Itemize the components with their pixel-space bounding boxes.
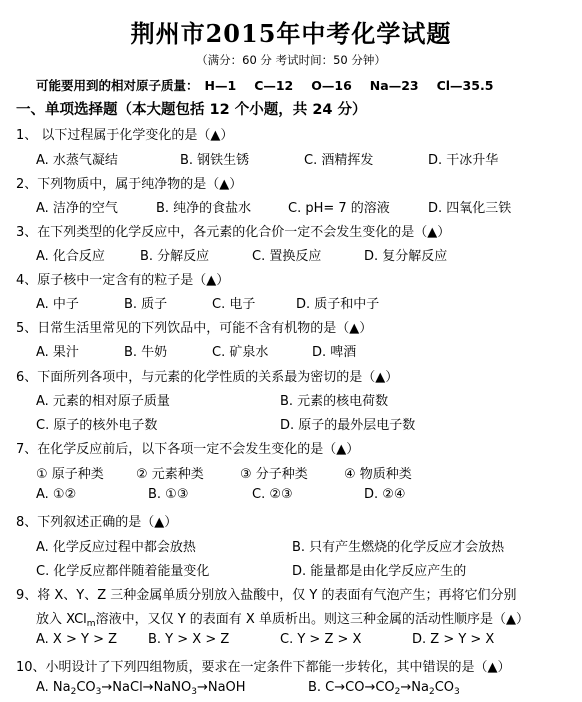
option-a-formula xyxy=(36,680,246,697)
option: B. 只有产生燃烧的化学反应才会放热 xyxy=(292,540,505,555)
formula-part: B. C→CO→CO xyxy=(308,680,395,695)
subscript: m xyxy=(86,619,96,629)
option: B. 牛奶 xyxy=(124,345,168,360)
option: C. 电子 xyxy=(212,297,256,312)
item: ④ 物质种类 xyxy=(344,467,412,482)
stem-text: 放入 XCl xyxy=(36,612,87,627)
option: D. ②④ xyxy=(364,487,406,502)
question-stem: 10、小明设计了下列四组物质，要求在一定条件下都能一步转化，其中错误的是（▲） xyxy=(16,660,511,675)
question-stem: 2、下列物质中，属于纯净物的是（▲） xyxy=(16,177,243,192)
option: D. 干冰升华 xyxy=(428,153,499,168)
mass-item: O—16 xyxy=(311,78,352,93)
option: D. Z > Y > X xyxy=(412,632,495,647)
option: D. 复分解反应 xyxy=(364,249,448,264)
subscript: 3 xyxy=(191,687,197,697)
exam-title: 荆州市2015年中考化学试题 xyxy=(130,19,452,48)
option: C. ②③ xyxy=(252,487,293,502)
atomic-masses-label: 可能要用到的相对原子质量： xyxy=(36,78,199,93)
option: B. 元素的核电荷数 xyxy=(280,394,389,409)
option: A. ①② xyxy=(36,487,77,502)
option: A. 中子 xyxy=(36,297,79,312)
option: A. 水蒸气凝结 xyxy=(36,153,118,168)
option: D. 啤酒 xyxy=(312,345,357,360)
option: A. 洁净的空气 xyxy=(36,201,118,216)
subscript: 2 xyxy=(70,687,77,697)
formula-part: →NaCl→NaNO xyxy=(101,680,192,695)
option: C. 化学反应都伴随着能量变化 xyxy=(36,564,210,579)
option: B. 分解反应 xyxy=(140,249,210,264)
item: ② 元素种类 xyxy=(136,467,204,482)
option: B. Y > X > Z xyxy=(148,632,230,647)
question-stem: 6、下面所列各项中，与元素的化学性质的关系最为密切的是（▲） xyxy=(16,370,399,385)
formula-part: →Na xyxy=(400,680,429,695)
item: ③ 分子种类 xyxy=(240,467,308,482)
option: D. 原子的最外层电子数 xyxy=(280,418,416,433)
formula-part: CO xyxy=(434,680,455,695)
mass-item: H—1 xyxy=(204,78,237,93)
mass-item: C—12 xyxy=(254,78,294,93)
option: C. 矿泉水 xyxy=(212,345,269,360)
mass-item: Na—23 xyxy=(369,78,419,93)
option: A. 化学反应过程中都会放热 xyxy=(36,540,196,555)
question-stem: 7、在化学反应前后，以下各项一定不会发生变化的是（▲） xyxy=(16,442,360,457)
question-stem: 3、在下列类型的化学反应中，各元素的化合价一定不会发生变化的是（▲） xyxy=(16,225,451,240)
question-stem: 5、日常生活里常见的下列饮品中，可能不含有机物的是（▲） xyxy=(16,321,373,336)
option: D. 四氧化三铁 xyxy=(428,201,512,216)
option: C. pH= 7 的溶液 xyxy=(288,201,390,216)
option: A. 化合反应 xyxy=(36,249,105,264)
exam-subtitle: （满分：60 分 考试时间：50 分钟） xyxy=(196,53,386,67)
question-stem: 9、将 X、Y、Z 三种金属单质分别放入盐酸中，仅 Y 的表面有气泡产生；再将它们分别 xyxy=(16,588,517,603)
formula-part: CO xyxy=(76,680,96,695)
option-b-formula xyxy=(308,680,460,697)
atomic-masses xyxy=(36,76,511,94)
stem-text: 溶液中，又仅 Y 的表面有 X 单质析出。则这三种金属的活动性顺序是（▲） xyxy=(95,612,529,627)
question-stem: 8、下列叙述正确的是（▲） xyxy=(16,515,178,530)
question-stem: 4、原子核中一定含有的粒子是（▲） xyxy=(16,273,230,288)
option: C. 置换反应 xyxy=(252,249,322,264)
option: B. 钢铁生锈 xyxy=(180,153,250,168)
option: B. ①③ xyxy=(148,487,189,502)
item: ① 原子种类 xyxy=(36,467,104,482)
mass-item: Cl—35.5 xyxy=(436,78,494,93)
option: B. 质子 xyxy=(124,297,168,312)
option: A. X > Y > Z xyxy=(36,632,117,647)
section-title: 一、单项选择题（本大题包括 12 个小题，共 24 分） xyxy=(16,102,367,118)
option: D. 质子和中子 xyxy=(296,297,380,312)
question-stem: 1、 以下过程属于化学变化的是（▲） xyxy=(16,128,234,143)
subscript: 2 xyxy=(429,687,435,697)
formula-part: A. Na xyxy=(36,680,71,695)
option: C. 酒精挥发 xyxy=(304,153,374,168)
option: A. 果汁 xyxy=(36,345,79,360)
subscript: 3 xyxy=(95,687,102,697)
option: D. 能量都是由化学反应产生的 xyxy=(292,564,467,579)
option: C. Y > Z > X xyxy=(280,632,362,647)
formula-part: →NaOH xyxy=(196,680,246,695)
option: B. 纯净的食盐水 xyxy=(156,201,252,216)
option: C. 原子的核外电子数 xyxy=(36,418,158,433)
subscript: 3 xyxy=(454,687,460,697)
question-stem-continued xyxy=(36,608,529,629)
option: A. 元素的相对原子质量 xyxy=(36,394,170,409)
subscript: 2 xyxy=(394,687,401,697)
